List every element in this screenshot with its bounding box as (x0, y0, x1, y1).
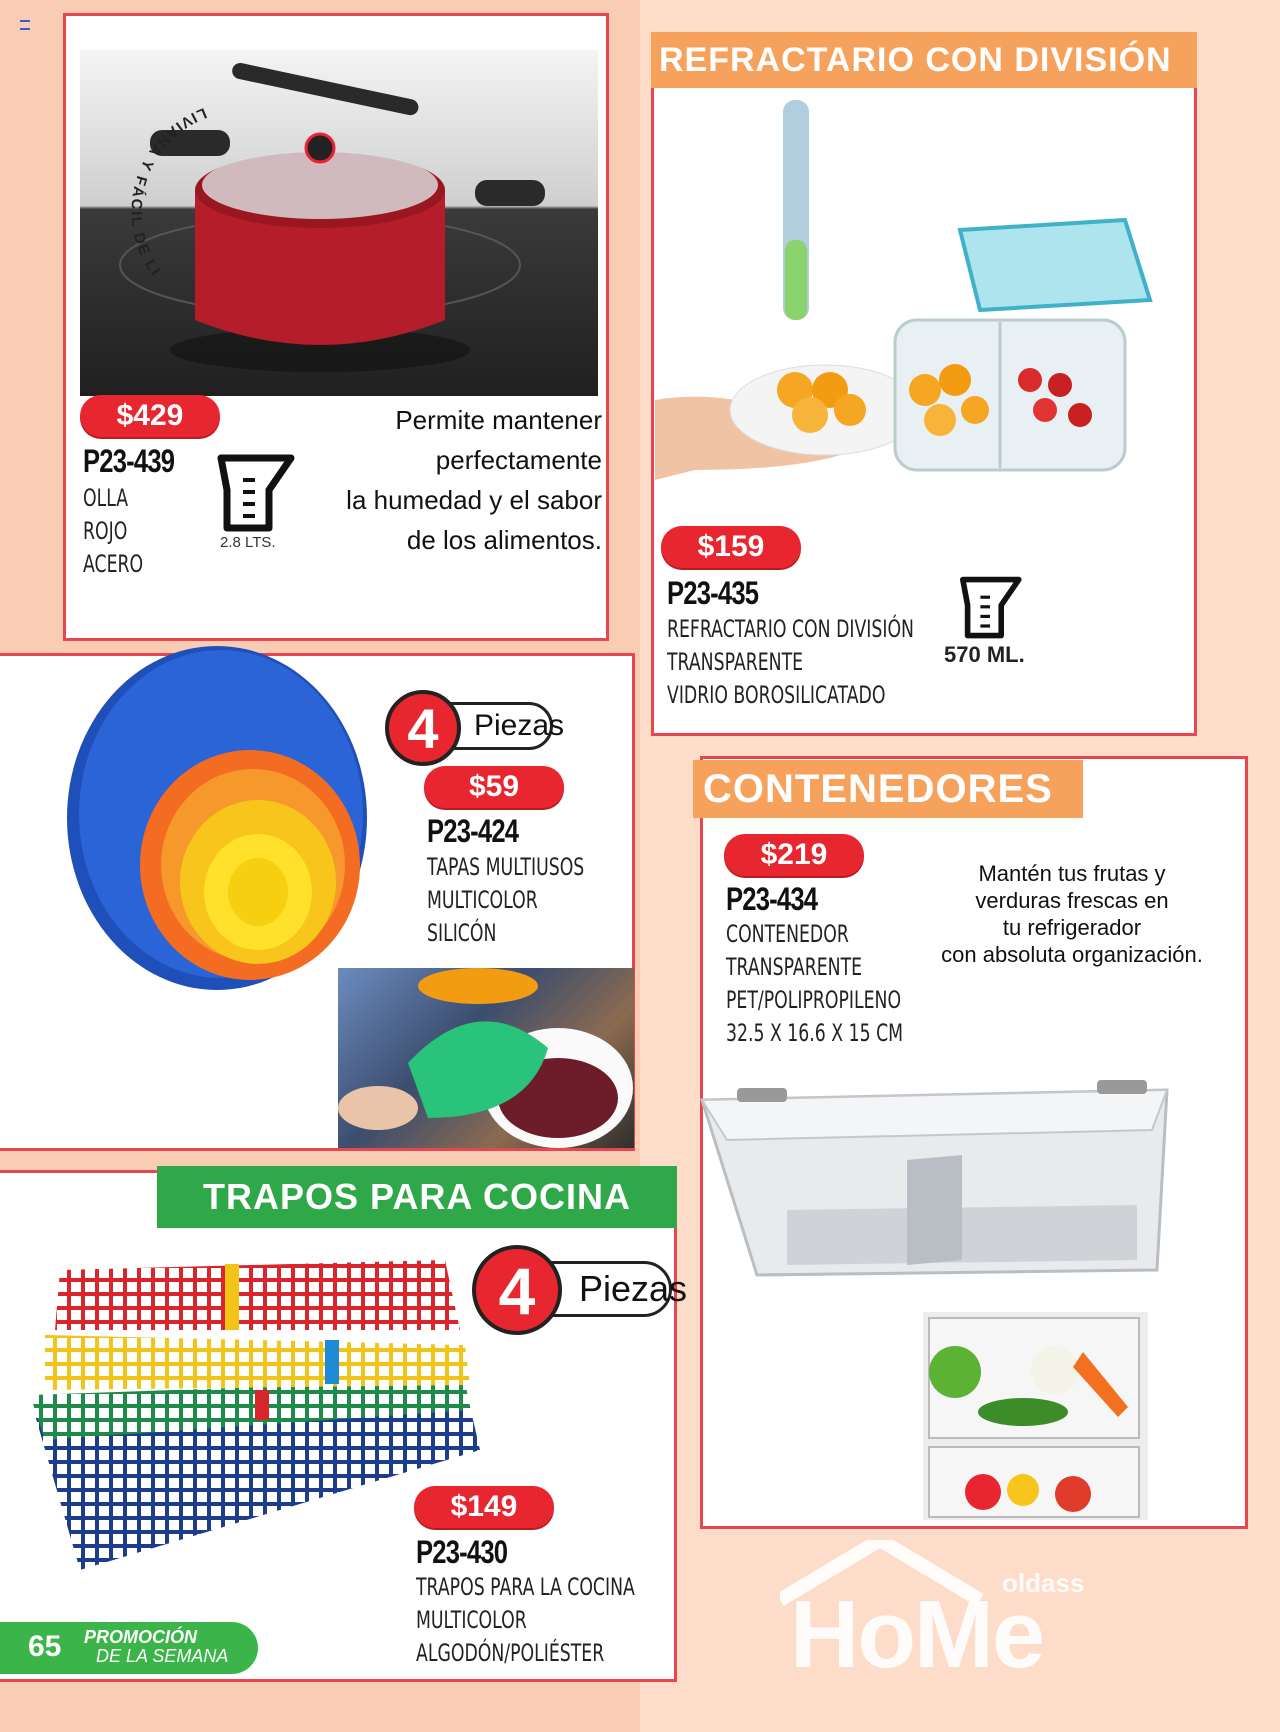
contenedores-blurb-line-3: tu refrigerador (1002, 915, 1142, 940)
brand-small: oldass (1002, 1568, 1085, 1598)
refractario-price: $159 (661, 526, 801, 568)
measuring-cup-icon-2 (950, 572, 1030, 640)
brand-big: HoMe (790, 1581, 1044, 1688)
contenedores-desc-1: CONTENEDOR (726, 920, 849, 948)
tapas-price: $59 (424, 766, 564, 808)
olla-price: $429 (80, 395, 220, 437)
refractario-code: P23-435 (667, 575, 759, 611)
promo-text (84, 1628, 228, 1666)
tapas-pieces-label: Piezas (425, 702, 553, 750)
refractario-desc-1: REFRACTARIO CON DIVISIÓN (667, 615, 914, 643)
contenedores-desc-2: TRANSPARENTE (726, 953, 863, 981)
contenedores-blurb (912, 860, 1232, 968)
olla-blurb-line-2: perfectamente (435, 445, 602, 475)
refractario-desc-2: TRANSPARENTE (667, 648, 804, 676)
svg-text:LIVIANA Y FÁCIL DE LIMPIAR (84, 78, 209, 280)
contenedores-blurb-line-2: verduras frescas en (975, 888, 1169, 913)
olla-blurb-line-3: la humedad y el sabor (346, 485, 602, 515)
contenedores-header: CONTENEDORES (693, 760, 1083, 818)
tapas-photo (338, 968, 634, 1148)
trapos-desc-2: MULTICOLOR (416, 1606, 527, 1634)
olla-capacity: 2.8 LTS. (220, 534, 276, 551)
olla-blurb-line-1: Permite mantener (395, 405, 602, 435)
refractario-header: REFRACTARIO CON DIVISIÓN (651, 32, 1197, 88)
trapos-header: TRAPOS PARA COCINA (157, 1166, 677, 1228)
olla-desc-1: OLLA (83, 484, 129, 512)
trapos-illustration (25, 1250, 485, 1570)
trapos-pieces-number: 4 (472, 1245, 562, 1335)
refractario-capacity: 570 ML. (944, 642, 1025, 667)
tapas-code: P23-424 (427, 813, 519, 849)
contenedores-desc-4: 32.5 X 16.6 X 15 CM (726, 1019, 904, 1047)
contenedor-photo (923, 1312, 1148, 1520)
tapas-illustration (65, 630, 385, 990)
trapos-price: $149 (414, 1486, 554, 1528)
contenedores-blurb-line-1: Mantén tus frutas y (978, 861, 1166, 886)
tapas-pieces-number: 4 (385, 690, 461, 766)
trapos-pieces-badge (472, 1245, 688, 1335)
promo-line-1: PROMOCIÓN (84, 1627, 198, 1647)
olla-blurb (290, 400, 602, 560)
trapos-desc-3: ALGODÓN/POLIÉSTER (416, 1639, 605, 1667)
olla-desc-3: ACERO (83, 550, 144, 578)
refractario-photo (655, 90, 1185, 510)
tapas-pieces-badge (385, 690, 565, 766)
promo-footer-badge (0, 1622, 258, 1674)
tapas-desc-1: TAPAS MULTIUSOS (427, 853, 585, 881)
promo-line-2: DE LA SEMANA (96, 1646, 229, 1666)
refractario-desc-3: VIDRIO BOROSILICATADO (667, 681, 886, 709)
olla-blurb-line-4: de los alimentos. (406, 525, 602, 555)
contenedores-price: $219 (724, 834, 864, 876)
contenedores-desc-3: PET/POLIPROPILENO (726, 986, 902, 1014)
olla-badge (84, 78, 234, 298)
contenedores-code: P23-434 (726, 881, 818, 917)
page-number: 65 (28, 1630, 62, 1663)
corner-marker (20, 20, 30, 30)
olla-badge-text: LIVIANA Y FÁCIL DE LI (127, 104, 210, 281)
trapos-pieces-label: Piezas (522, 1261, 672, 1317)
home-logo (780, 1540, 1120, 1688)
trapos-desc-1: TRAPOS PARA LA COCINA (416, 1573, 635, 1601)
tapas-desc-2: MULTICOLOR (427, 886, 538, 914)
tapas-desc-3: SILICÓN (427, 919, 497, 947)
olla-code: P23-439 (83, 443, 175, 479)
contenedores-blurb-line-4: con absoluta organización. (941, 942, 1203, 967)
olla-desc-2: ROJO (83, 517, 128, 545)
contenedor-illustration (697, 1060, 1183, 1290)
trapos-code: P23-430 (416, 1534, 508, 1570)
